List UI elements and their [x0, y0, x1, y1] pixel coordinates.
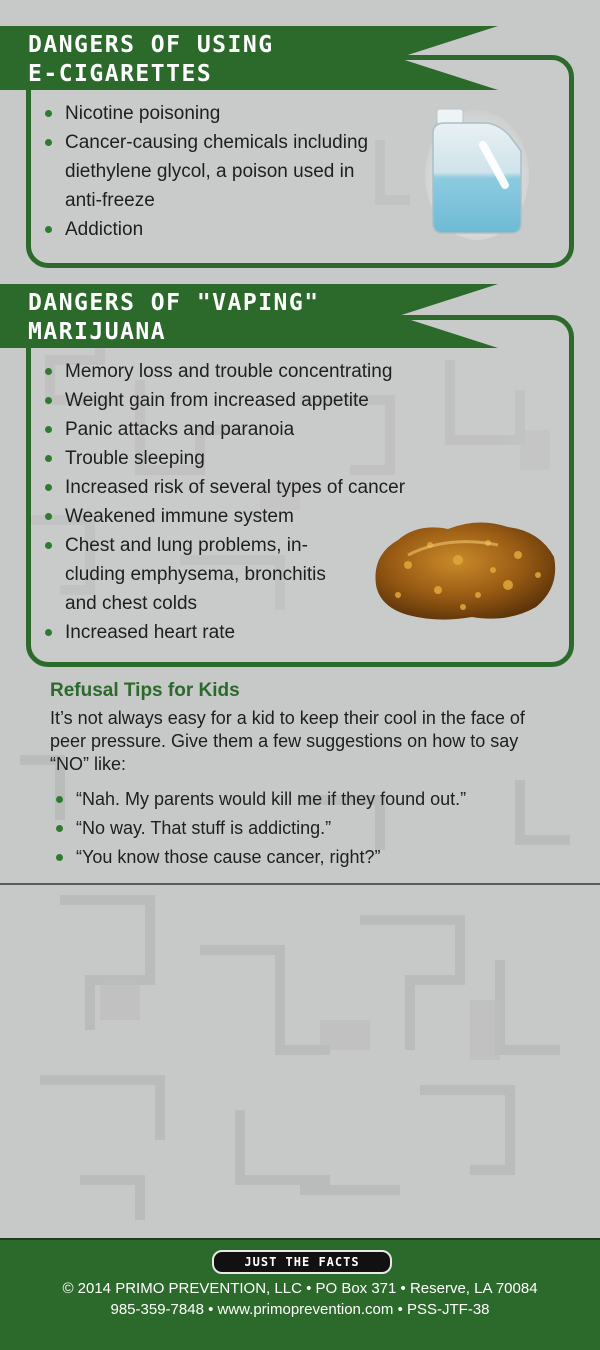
list-item: Memory loss and trouble concentrating — [43, 357, 453, 386]
list-item: Nicotine poisoning — [43, 99, 413, 128]
list-item: “Nah. My parents would kill me if they found out.” — [54, 785, 574, 814]
list-item: Panic attacks and paranoia — [43, 415, 453, 444]
section-ecig-title — [28, 31, 274, 89]
section-marijuana-title — [28, 289, 320, 347]
list-item: Weakened immune system — [43, 502, 453, 531]
refusal-tips-intro: It’s not always easy for a kid to keep their cool in the face of peer pressure. Give them a few suggestions on how to say “NO” like: — [50, 708, 525, 774]
section-ecig-title-line1: DANGERS OF USING — [28, 32, 274, 58]
antifreeze-jug-icon — [425, 105, 530, 240]
list-item: Trouble sleeping — [43, 444, 453, 473]
list-item: Chest and lung problems, in- cluding emphysema, bronchitis and chest colds — [43, 531, 453, 618]
section-divider — [0, 883, 600, 885]
list-item: Cancer-causing chemicals including diethylene glycol, a poison used in anti-freeze — [43, 128, 413, 215]
list-item: Increased heart rate — [43, 618, 453, 647]
just-the-facts-badge: JUST THE FACTS — [212, 1250, 392, 1274]
list-item: “No way. That stuff is addicting.” — [54, 814, 574, 843]
section-ecig-title-line2: E-CIGARETTES — [28, 61, 213, 87]
section-ecig-list — [43, 99, 413, 244]
list-item: Weight gain from increased appetite — [43, 386, 453, 415]
list-item: Increased risk of several types of cancer — [43, 473, 453, 502]
wax-concentrate-icon — [368, 515, 560, 625]
section-marijuana-title-line2: MARIJUANA — [28, 319, 167, 345]
section-marijuana-title-line1: DANGERS OF "VAPING" — [28, 290, 320, 316]
footer-line-2: 985-359-7848 • www.primoprevention.com • PSS-JTF-38 — [110, 1301, 490, 1318]
list-item: Addiction — [43, 215, 413, 244]
list-item: “You know those cause cancer, right?” — [54, 843, 574, 872]
footer-line-1: © 2014 PRIMO PREVENTION, LLC • PO Box 371 • Reserve, LA 70084 — [62, 1280, 538, 1297]
refusal-tips-title: Refusal Tips for Kids — [50, 680, 240, 701]
refusal-tips-list — [54, 785, 574, 872]
